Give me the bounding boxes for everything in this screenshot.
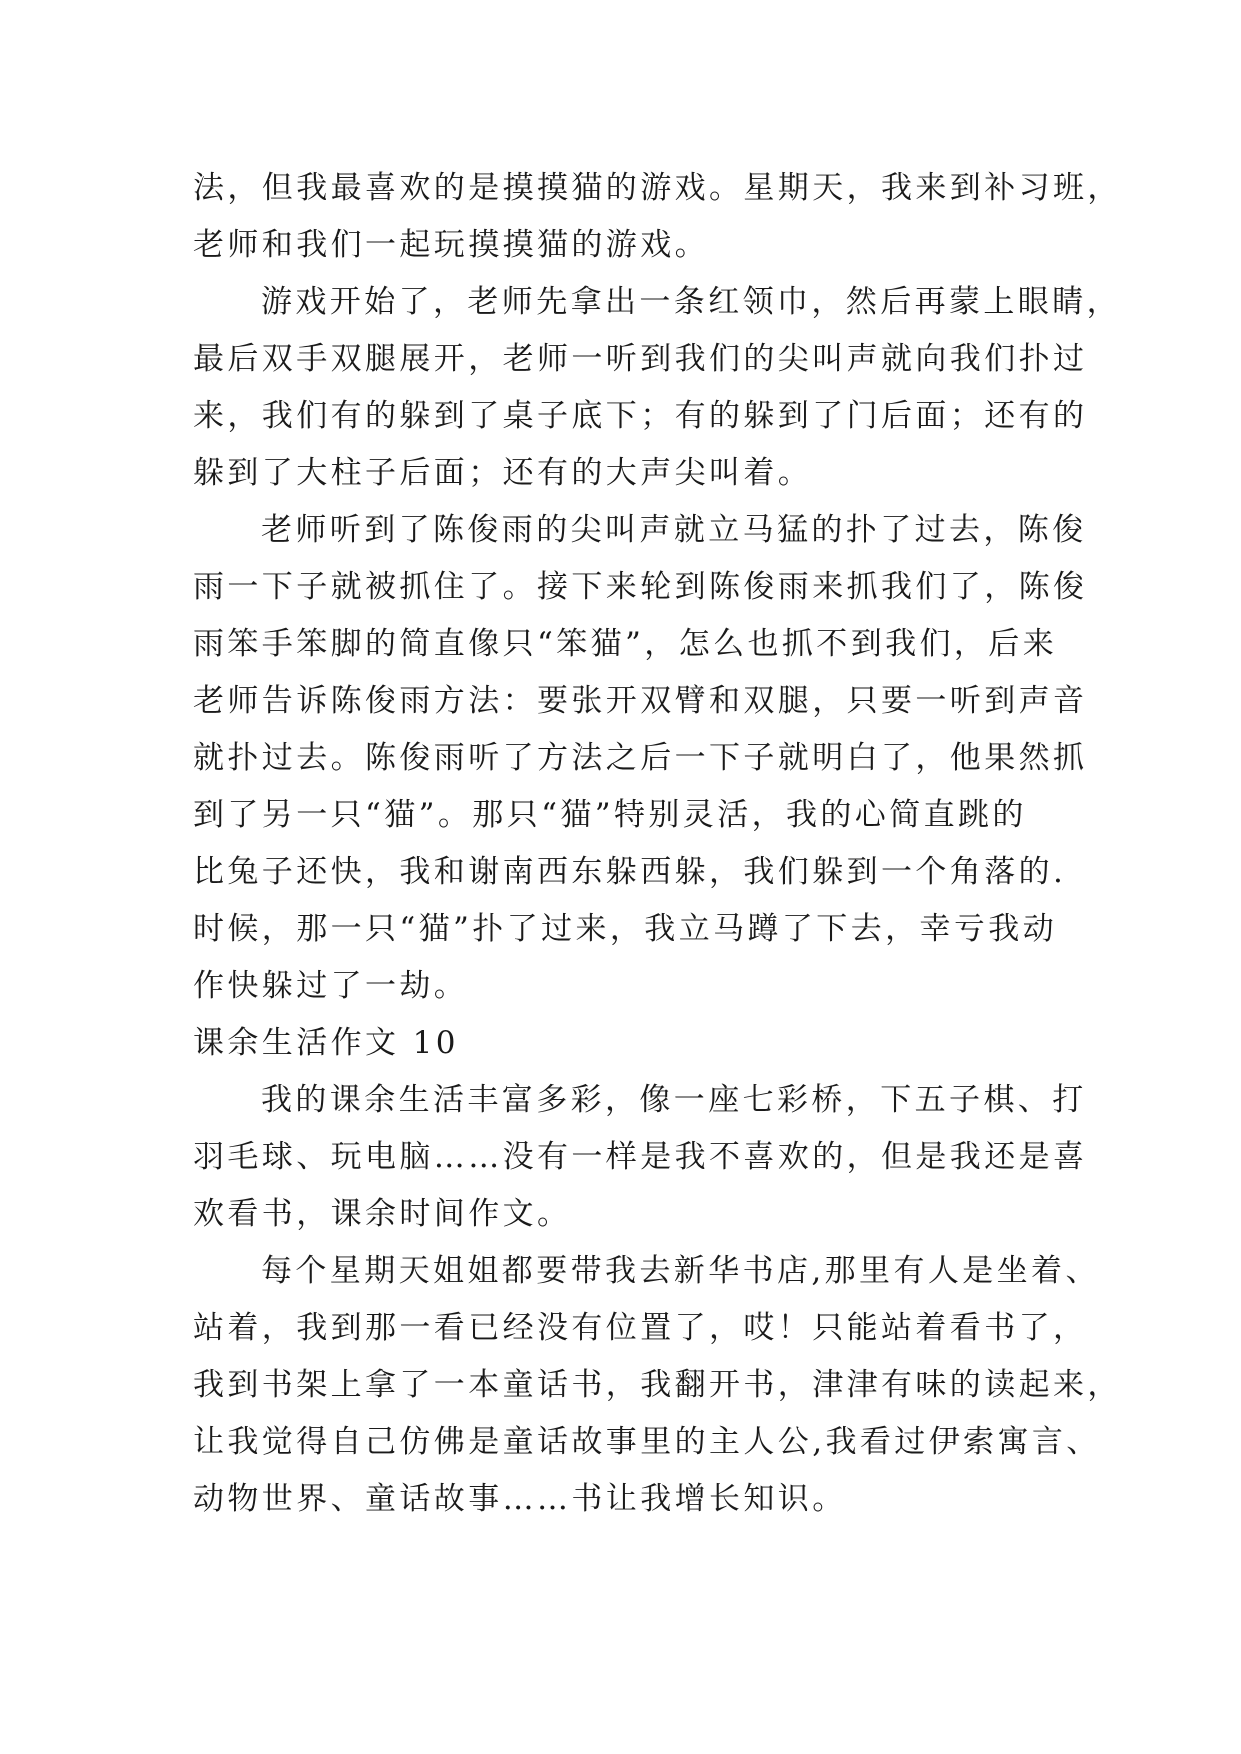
heading-text: 课余生活作文 10 (193, 1025, 459, 1061)
section-heading (193, 1015, 1065, 1072)
text-line: 最后双手双腿展开，老师一听到我们的尖叫声就向我们扑过 (193, 341, 1088, 377)
text-line: 让我觉得自己仿佛是童话故事里的主人公,我看过伊索寓言、 (193, 1424, 1101, 1460)
paragraph (193, 274, 1121, 502)
text-line: 法，但我最喜欢的是摸摸猫的游戏。星期天，我来到补习班， (193, 170, 1122, 206)
text-line: 来，我们有的躲到了桌子底下；有的躲到了门后面；还有的 (193, 398, 1088, 434)
paragraph (193, 1243, 1122, 1528)
paragraph (193, 1072, 1088, 1243)
text-line: 动物世界、童话故事……书让我增长知识。 (193, 1481, 847, 1517)
text-line: 我的课余生活丰富多彩，像一座七彩桥，下五子棋、打 (261, 1082, 1087, 1118)
text-line: 欢看书，课余时间作文。 (193, 1196, 572, 1232)
document-body (193, 160, 1122, 1528)
text-line: 老师听到了陈俊雨的尖叫声就立马猛的扑了过去，陈俊 (261, 512, 1087, 548)
text-line: 游戏开始了，老师先拿出一条红领巾，然后再蒙上眼睛， (261, 284, 1121, 320)
text-line: 羽毛球、玩电脑……没有一样是我不喜欢的，但是我还是喜 (193, 1139, 1088, 1175)
text-line: 比兔子还快，我和谢南西东躲西躲，我们躲到一个角落的. (193, 854, 1067, 890)
text-line: 每个星期天姐姐都要带我去新华书店,那里有人是坐着、 (261, 1253, 1100, 1289)
text-line: 躲到了大柱子后面；还有的大声尖叫着。 (193, 455, 813, 491)
text-line: 老师告诉陈俊雨方法：要张开双臂和双腿，只要一听到声音 (193, 683, 1088, 719)
text-line: 老师和我们一起玩摸摸猫的游戏。 (193, 227, 709, 263)
paragraph (193, 502, 1088, 1015)
text-line: 雨一下子就被抓住了。接下来轮到陈俊雨来抓我们了，陈俊 (193, 569, 1088, 605)
text-line: 就扑过去。陈俊雨听了方法之后一下子就明白了，他果然抓 (193, 740, 1088, 776)
text-line: 雨笨手笨脚的简直像只“笨猫”，怎么也抓不到我们，后来 (193, 626, 1058, 662)
text-line: 作快躲过了一劫。 (193, 968, 469, 1004)
text-line: 我到书架上拿了一本童话书，我翻开书，津津有味的读起来， (193, 1367, 1122, 1403)
text-line: 到了另一只“猫”。那只“猫”特别灵活，我的心简直跳的 (193, 797, 1027, 833)
paragraph (193, 160, 1122, 274)
text-line: 时候，那一只“猫”扑了过来，我立马蹲了下去，幸亏我动 (193, 911, 1058, 947)
text-line: 站着，我到那一看已经没有位置了，哎！只能站着看书了， (193, 1310, 1088, 1346)
